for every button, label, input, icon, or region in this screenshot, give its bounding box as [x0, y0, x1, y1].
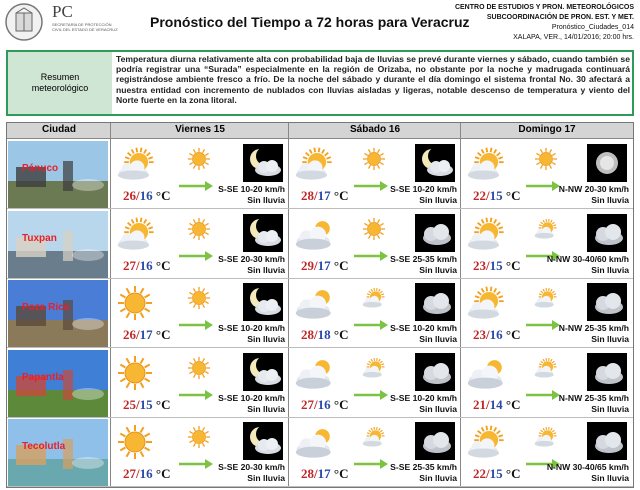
- forecast-cell: [111, 140, 289, 209]
- cloud-sun-icon: [465, 353, 511, 398]
- temp-unit: °C: [155, 466, 171, 481]
- moon-cloud-icon: [243, 353, 283, 391]
- arrow-right-icon: [354, 317, 388, 335]
- temp-min: 14: [489, 396, 503, 412]
- forecast-cell: [289, 279, 461, 348]
- sun-icon: [361, 216, 387, 247]
- temperature: 21/14 °C: [473, 396, 521, 412]
- wind-info: [390, 393, 457, 415]
- wind-speed: S-SE 10-20 km/h: [218, 392, 285, 403]
- temp-max: 28: [301, 188, 314, 203]
- wind-speed: N-NW 30-40/60 km/h: [546, 253, 629, 264]
- sun-cloud-icon: [115, 214, 161, 259]
- temp-unit: °C: [505, 466, 521, 481]
- arrow-right-icon: [179, 317, 213, 335]
- sun-cloud-icon: [115, 144, 161, 189]
- cloud-sun-icon: [293, 422, 339, 467]
- city-photo: [8, 350, 108, 417]
- forecast-cell: [289, 140, 461, 209]
- moon-cloud-icon: [243, 283, 283, 321]
- wind-speed: N-NW 30-40/65 km/h: [546, 462, 629, 472]
- wind-info: [390, 462, 457, 484]
- sun-icon: [115, 283, 155, 328]
- city-photo: [8, 419, 108, 486]
- moon-icon: [587, 144, 627, 182]
- rain-status: Sin lluvia: [419, 195, 457, 205]
- temp-max: 21: [473, 396, 486, 412]
- table-row: [7, 140, 633, 209]
- temp-unit: °C: [505, 257, 521, 273]
- temp-unit: °C: [333, 257, 349, 273]
- temp-min: 15: [139, 396, 153, 412]
- arrow-right-icon: [354, 456, 388, 474]
- moon-cloud-icon: [243, 214, 283, 252]
- arrow-right-icon: [179, 387, 213, 405]
- header-info: [384, 3, 634, 43]
- temperature: 25/15 °C: [123, 396, 171, 412]
- moon-cloud-icon: [243, 422, 283, 460]
- temp-min: 15: [489, 466, 503, 481]
- city-name: Tecolutla: [22, 441, 66, 452]
- temp-max: 27: [123, 466, 136, 481]
- header-day-1: Viernes 15: [175, 124, 225, 135]
- forecast-cell: [461, 349, 633, 418]
- moon-cloud-icon: [243, 144, 283, 182]
- rain-status: Sin lluvia: [419, 473, 457, 483]
- arrow-right-icon: [354, 178, 388, 196]
- header-day-3: Domingo 17: [518, 124, 576, 135]
- wind-speed: S-SE 10-20 km/h: [390, 323, 457, 333]
- temperature: 28/17 °C: [301, 188, 349, 203]
- forecast-cell: [461, 279, 633, 348]
- temp-min: 17: [317, 188, 331, 203]
- summary-label: Resumen meteorológico: [8, 52, 112, 114]
- wind-info: [559, 323, 629, 345]
- rain-status: Sin lluvia: [591, 473, 629, 483]
- temp-max: 22: [473, 466, 486, 481]
- forecast-cell: [461, 418, 633, 487]
- sun-icon: [533, 146, 559, 177]
- arrow-right-icon: [526, 178, 560, 196]
- temp-unit: °C: [155, 257, 171, 273]
- city-photo: [8, 141, 108, 208]
- cloud-sun-icon: [293, 353, 339, 398]
- forecast-cell: [111, 349, 289, 418]
- table-row: [7, 349, 633, 418]
- weather-summary: [6, 50, 634, 116]
- moon-cloud-icon: [415, 144, 455, 182]
- page-header: [0, 0, 640, 46]
- temp-max: 23: [473, 257, 486, 273]
- wind-speed: N-NW 25-35 km/h: [558, 392, 629, 403]
- table-header: [7, 123, 633, 139]
- wind-info: [218, 184, 285, 206]
- arrow-right-icon: [354, 248, 388, 266]
- sun-cloud-icon: [465, 422, 511, 467]
- org-line-2: SUBCOORDINACIÓN DE PRON. EST. Y MET.: [486, 14, 634, 21]
- temp-min: 17: [317, 257, 331, 273]
- temp-max: 28: [301, 327, 314, 342]
- veracruz-seal-icon: [4, 2, 44, 42]
- cloud-night-icon: [587, 353, 627, 391]
- temp-unit: °C: [505, 396, 521, 412]
- cloud-night-icon: [587, 283, 627, 321]
- wind-speed: N-NW 25-35 km/h: [558, 323, 629, 333]
- wind-speed: N-NW 20-30 km/h: [558, 184, 629, 194]
- temp-max: 29: [301, 257, 314, 273]
- rain-status: Sin lluvia: [591, 403, 629, 414]
- forecast-cell: [289, 210, 461, 279]
- temp-min: 18: [317, 327, 331, 342]
- cloud-night-icon: [415, 422, 455, 460]
- temp-min: 17: [317, 466, 331, 481]
- temp-max: 25: [123, 396, 136, 412]
- rain-status: Sin lluvia: [247, 473, 285, 483]
- rain-status: Sin lluvia: [247, 403, 285, 414]
- sun-cloud-icon: [465, 283, 511, 328]
- city-photo: [8, 211, 108, 278]
- wind-info: [218, 254, 285, 276]
- temperature: 27/16 °C: [123, 466, 171, 481]
- temp-max: 28: [301, 466, 314, 481]
- logo-text: PC: [52, 2, 73, 21]
- summary-text: Temperatura diurna relativamente alta con probabilidad baja de lluvias se prevé durante viernes y sábado, cuando también se podría registrar una “Surada” especialmente en la región de Orizaba, no obstante por la noche y madrugada continuará registrándose ambiente fresco a frío. De la noche del sábado y durante el día domingo el sistema frontal No. 30 afectará a nuestra entidad con incremento de nublados con lluvias aisladas y ligeras, notable descenso de temperatura y viento del Norte fuerte en la zona litoral.: [116, 54, 630, 105]
- cloud-sun-icon: [293, 283, 339, 328]
- cloud-night-icon: [587, 214, 627, 252]
- temperature: 28/18 °C: [301, 327, 349, 342]
- sun-icon: [186, 355, 212, 386]
- wind-info: [218, 323, 285, 345]
- page-title: Pronóstico del Tiempo a 72 horas para Veracruz: [150, 14, 470, 30]
- forecast-table: [6, 122, 634, 488]
- pc-logo: [4, 2, 124, 44]
- temp-unit: °C: [333, 327, 349, 342]
- sun-icon: [115, 353, 155, 398]
- wind-info: [559, 184, 629, 206]
- temperature: 26/16 °C: [123, 188, 171, 203]
- temp-max: 23: [473, 327, 486, 342]
- cloud-night-icon: [415, 353, 455, 391]
- sun-cloud-icon: [533, 355, 561, 386]
- sun-cloud-icon: [361, 285, 389, 316]
- wind-info: [390, 184, 457, 206]
- temperature: 26/17 °C: [123, 327, 171, 342]
- city-photo: [8, 280, 108, 347]
- wind-info: [390, 254, 457, 276]
- wind-info: [390, 323, 457, 345]
- arrow-right-icon: [179, 248, 213, 266]
- temp-unit: °C: [333, 188, 349, 203]
- sun-icon: [115, 422, 155, 467]
- rain-status: Sin lluvia: [247, 334, 285, 344]
- forecast-cell: [289, 349, 461, 418]
- temp-min: 17: [139, 327, 153, 342]
- cloud-night-icon: [587, 422, 627, 460]
- sun-icon: [186, 424, 212, 455]
- header-day-2: Sábado 16: [349, 124, 401, 135]
- temperature: 22/15 °C: [473, 188, 521, 203]
- arrow-right-icon: [526, 317, 560, 335]
- wind-speed: S-SE 10-20 km/h: [390, 392, 457, 403]
- forecast-cell: [461, 210, 633, 279]
- rain-status: Sin lluvia: [247, 195, 285, 205]
- forecast-cell: [111, 418, 289, 487]
- temperature: 27/16 °C: [123, 257, 171, 273]
- rain-status: Sin lluvia: [591, 195, 629, 205]
- temp-min: 15: [489, 188, 503, 203]
- city-name: Tuxpan: [22, 232, 57, 244]
- wind-info: [218, 462, 285, 484]
- temp-unit: °C: [155, 396, 171, 412]
- sun-cloud-icon: [533, 285, 561, 316]
- wind-info: [547, 462, 629, 484]
- sun-cloud-icon: [533, 424, 561, 455]
- rain-status: Sin lluvia: [247, 264, 285, 275]
- temp-unit: °C: [333, 396, 349, 412]
- temperature: 23/16 °C: [473, 327, 521, 342]
- sun-cloud-icon: [465, 214, 511, 259]
- location-date: XALAPA, VER., 14/01/2016; 20:00 hrs.: [513, 34, 634, 41]
- temp-max: 26: [123, 188, 136, 203]
- wind-info: [559, 393, 629, 415]
- temp-unit: °C: [505, 327, 521, 342]
- table-row: [7, 418, 633, 487]
- arrow-right-icon: [354, 387, 388, 405]
- sun-cloud-icon: [465, 144, 511, 189]
- temp-unit: °C: [155, 188, 171, 203]
- temperature: 29/17 °C: [301, 257, 349, 273]
- wind-speed: S-SE 25-35 km/h: [390, 253, 457, 264]
- arrow-right-icon: [179, 456, 213, 474]
- logo-subtitle: SECRETARÍA DE PROTECCIÓN CIVIL DEL ESTADO DE VERACRUZ: [52, 22, 118, 32]
- sun-cloud-icon: [361, 355, 389, 386]
- cloud-night-icon: [415, 214, 455, 252]
- temp-min: 16: [489, 327, 503, 342]
- forecast-cell: [289, 418, 461, 487]
- temp-max: 27: [123, 257, 136, 273]
- wind-speed: S-SE 10-20 km/h: [390, 184, 457, 194]
- rain-status: Sin lluvia: [419, 334, 457, 344]
- cloud-sun-icon: [293, 214, 339, 259]
- table-row: [7, 279, 633, 348]
- rain-status: Sin lluvia: [419, 403, 457, 414]
- doc-id: Pronóstico_Ciudades_014: [551, 24, 634, 31]
- wind-info: [547, 254, 629, 276]
- temperature: 27/16 °C: [301, 396, 349, 412]
- temp-max: 26: [123, 327, 136, 342]
- temp-min: 16: [317, 396, 331, 412]
- temperature: 22/15 °C: [473, 466, 521, 481]
- org-line-1: CENTRO DE ESTUDIOS Y PRON. METEOROLÓGICOS: [454, 4, 634, 11]
- header-city: Ciudad: [42, 124, 76, 135]
- temp-max: 27: [301, 396, 314, 412]
- temperature: 28/17 °C: [301, 466, 349, 481]
- wind-info: [218, 393, 285, 415]
- forecast-cell: [111, 210, 289, 279]
- rain-status: Sin lluvia: [591, 264, 629, 275]
- sun-icon: [186, 146, 212, 177]
- temp-min: 16: [139, 188, 153, 203]
- sun-icon: [186, 216, 212, 247]
- table-row: [7, 210, 633, 279]
- city-name: Pánuco: [22, 163, 59, 174]
- temperature: 23/15 °C: [473, 257, 521, 273]
- city-name: Poza Rica: [22, 302, 70, 313]
- temp-min: 15: [489, 257, 503, 273]
- arrow-right-icon: [179, 178, 213, 196]
- forecast-cell: [461, 140, 633, 209]
- temp-min: 16: [139, 466, 153, 481]
- sun-cloud-icon: [361, 424, 389, 455]
- temp-min: 16: [139, 257, 153, 273]
- wind-speed: S-SE 20-30 km/h: [218, 253, 285, 264]
- temp-unit: °C: [333, 466, 349, 481]
- sun-cloud-icon: [293, 144, 339, 189]
- forecast-cell: [111, 279, 289, 348]
- temp-unit: °C: [505, 188, 521, 203]
- city-name: Papantla: [22, 371, 64, 383]
- wind-speed: S-SE 20-30 km/h: [218, 462, 285, 472]
- rain-status: Sin lluvia: [419, 264, 457, 275]
- rain-status: Sin lluvia: [591, 334, 629, 344]
- sun-icon: [186, 285, 212, 316]
- sun-cloud-icon: [533, 216, 561, 247]
- cloud-night-icon: [415, 283, 455, 321]
- wind-speed: S-SE 10-20 km/h: [218, 323, 285, 333]
- arrow-right-icon: [526, 387, 560, 405]
- wind-speed: S-SE 25-35 km/h: [390, 462, 457, 472]
- temp-max: 22: [473, 188, 486, 203]
- wind-speed: S-SE 10-20 km/h: [218, 184, 285, 194]
- sun-icon: [361, 146, 387, 177]
- temp-unit: °C: [155, 327, 171, 342]
